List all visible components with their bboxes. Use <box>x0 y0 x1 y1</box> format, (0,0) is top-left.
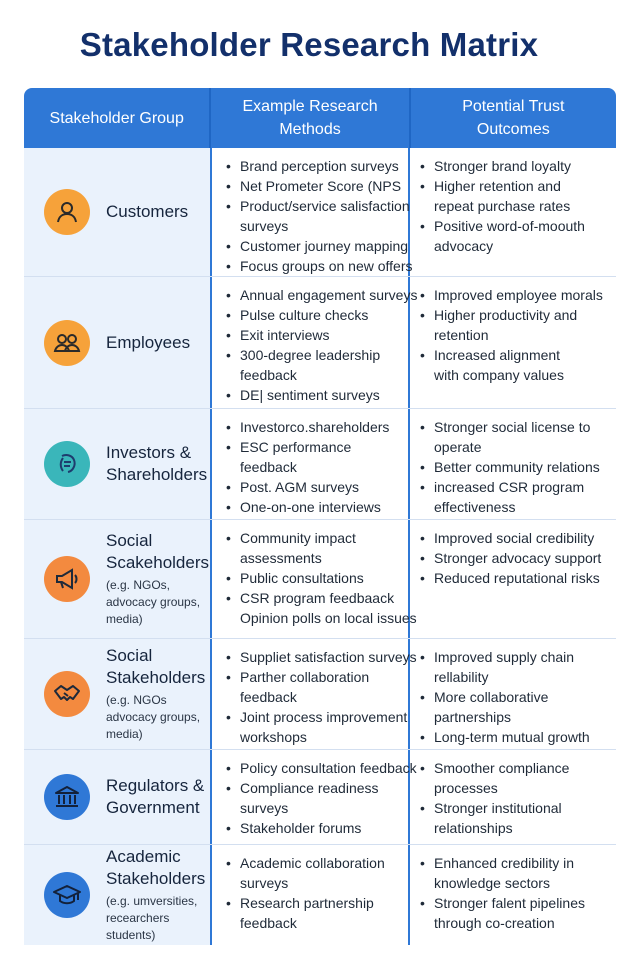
list-item: • Academic collaboration <box>226 853 408 873</box>
list-item: • Policy consultation feedback <box>226 758 408 778</box>
list-item: • Positive word-of-moouth <box>420 216 614 236</box>
methods-cell <box>210 750 417 844</box>
group-subtitle: (e.g. NGOs advocacy groups, media) <box>106 693 201 741</box>
matrix-table <box>24 88 616 945</box>
group-name: Customers <box>106 202 189 221</box>
government-building-icon <box>44 774 90 820</box>
list-item: • Stronger brand loyalty <box>420 156 614 176</box>
methods-cell <box>210 409 408 519</box>
list-item: • Brand perception surveys <box>226 156 408 176</box>
outcomes-cell <box>408 277 614 408</box>
list-item: • Improved supply chain <box>420 647 614 667</box>
list-item: • Long-term mutual growth <box>420 727 614 747</box>
list-item: • Compliance readiness <box>226 778 408 798</box>
table-row <box>24 409 616 520</box>
outcomes-cell <box>408 639 614 749</box>
graduation-cap-icon <box>44 872 90 918</box>
group-name: Social Stakeholders <box>106 646 206 687</box>
list-item: • Stronger advocacy support <box>420 548 614 568</box>
list-item: • Joint process improvement <box>226 707 408 727</box>
list-item: • Stakeholder forums <box>226 818 408 838</box>
outcomes-cell <box>408 520 614 638</box>
list-item: • Investorco.shareholders <box>226 417 408 437</box>
list-item: • Suppliet satisfaction surveys <box>226 647 408 667</box>
table-row <box>24 148 616 277</box>
list-item: feedback <box>240 459 297 475</box>
list-item: • Enhanced credibility in <box>420 853 614 873</box>
list-item: surveys <box>240 875 289 891</box>
investor-icon <box>44 441 90 487</box>
list-item: • Annual engagement surveys <box>226 285 408 305</box>
list-item: workshops <box>240 729 307 745</box>
table-row <box>24 639 616 750</box>
person-icon <box>44 189 90 235</box>
list-item: • Higher retention and <box>420 176 614 196</box>
list-item: • Post. AGM surveys <box>226 477 408 497</box>
list-item: • 300-degree leadership <box>226 345 408 365</box>
list-item: surveys <box>240 218 289 234</box>
outcomes-cell <box>408 148 614 276</box>
list-item: • Smoother compliance <box>420 758 614 778</box>
methods-cell <box>210 520 417 638</box>
list-item: • Better community relations <box>420 457 614 477</box>
handshake-icon <box>44 671 90 717</box>
outcomes-cell <box>408 750 614 844</box>
list-item: operate <box>434 439 482 455</box>
list-item: feedback <box>240 915 297 931</box>
header-trust-outcomes: Potential Trust Outcomes <box>409 88 616 148</box>
list-item: through co-creation <box>434 915 555 931</box>
list-item: • Net Prometer Score (NPS <box>226 176 408 196</box>
list-item: processes <box>434 780 498 796</box>
list-item: • Stronger institutional <box>420 798 614 818</box>
list-item: • One-on-one interviews <box>226 497 408 517</box>
list-item: • More collaborative <box>420 687 614 707</box>
list-item: • Parther collaboration <box>226 667 408 687</box>
list-item: partnerships <box>434 709 512 725</box>
list-item: knowledge sectors <box>434 875 550 891</box>
methods-cell <box>210 148 413 276</box>
group-subtitle: (e.g. umversities, recearchers students) <box>106 894 198 942</box>
group-name: Employees <box>106 332 191 352</box>
list-item: assessments <box>240 550 322 566</box>
list-item: • Community impact <box>226 528 408 548</box>
group-name: Regulators & Government <box>106 776 205 817</box>
methods-cell <box>210 277 418 408</box>
list-item: • Reduced reputational risks <box>420 568 614 588</box>
group-subtitle: (e.g. NGOs, advocacy groups, media) <box>106 578 201 626</box>
list-item: retention <box>434 327 489 343</box>
group-cell <box>24 750 210 844</box>
list-item: rellability <box>434 669 489 685</box>
group-cell <box>24 277 210 408</box>
list-item: • ESC performance <box>226 437 408 457</box>
list-item: repeat purchase rates <box>434 198 571 214</box>
list-item: • Exit interviews <box>226 325 408 345</box>
header-research-methods: Example Research Methods <box>209 88 408 148</box>
list-item: advocacy <box>434 238 494 254</box>
table-header <box>24 88 616 148</box>
list-item: • Higher productivity and <box>420 305 614 325</box>
table-row <box>24 845 616 945</box>
people-icon <box>44 320 90 366</box>
group-name: Academic Stakeholders <box>106 847 206 888</box>
group-cell <box>24 409 210 519</box>
table-row <box>24 520 616 639</box>
list-item: with company values <box>434 367 564 383</box>
header-stakeholder-group: Stakeholder Group <box>49 109 184 127</box>
list-item: • Improved employee morals <box>420 285 614 305</box>
list-item: • Product/service salisfaction <box>226 196 408 216</box>
group-cell <box>24 148 210 276</box>
list-item: • Increased alignment <box>420 345 614 365</box>
list-item: • Improved social credibility <box>420 528 614 548</box>
list-item: • Public consultations <box>226 568 408 588</box>
group-cell <box>24 845 210 945</box>
table-row <box>24 750 616 845</box>
list-item: • Focus groups on new offers <box>226 256 408 276</box>
list-item: • CSR program feedbaack <box>226 588 408 608</box>
list-item: • increased CSR program <box>420 477 614 497</box>
list-item: surveys <box>240 800 289 816</box>
list-item: • Customer journey mapping <box>226 236 408 256</box>
list-item: effectiveness <box>434 499 516 515</box>
outcomes-cell <box>408 845 614 945</box>
group-cell <box>24 639 210 749</box>
list-item: feedback <box>240 689 297 705</box>
group-cell <box>24 520 210 638</box>
group-name: Investors & Shareholders <box>106 443 208 484</box>
megaphone-icon <box>44 556 90 602</box>
list-item: relationships <box>434 820 513 836</box>
list-item: • Stronger falent pipelines <box>420 893 614 913</box>
methods-cell <box>210 845 408 945</box>
table-row <box>24 277 616 409</box>
list-item: • Research partnership <box>226 893 408 913</box>
list-item: feedback <box>240 367 297 383</box>
methods-cell <box>210 639 417 749</box>
group-name: Social Scakeholders <box>106 531 210 572</box>
list-item: • DE| sentiment surveys <box>226 385 408 405</box>
list-item: • Stronger social license to <box>420 417 614 437</box>
list-item: Opinion polls on local issues <box>240 610 417 626</box>
page-title: Stakeholder Research Matrix <box>79 26 539 63</box>
outcomes-cell <box>408 409 614 519</box>
list-item: • Pulse culture checks <box>226 305 408 325</box>
